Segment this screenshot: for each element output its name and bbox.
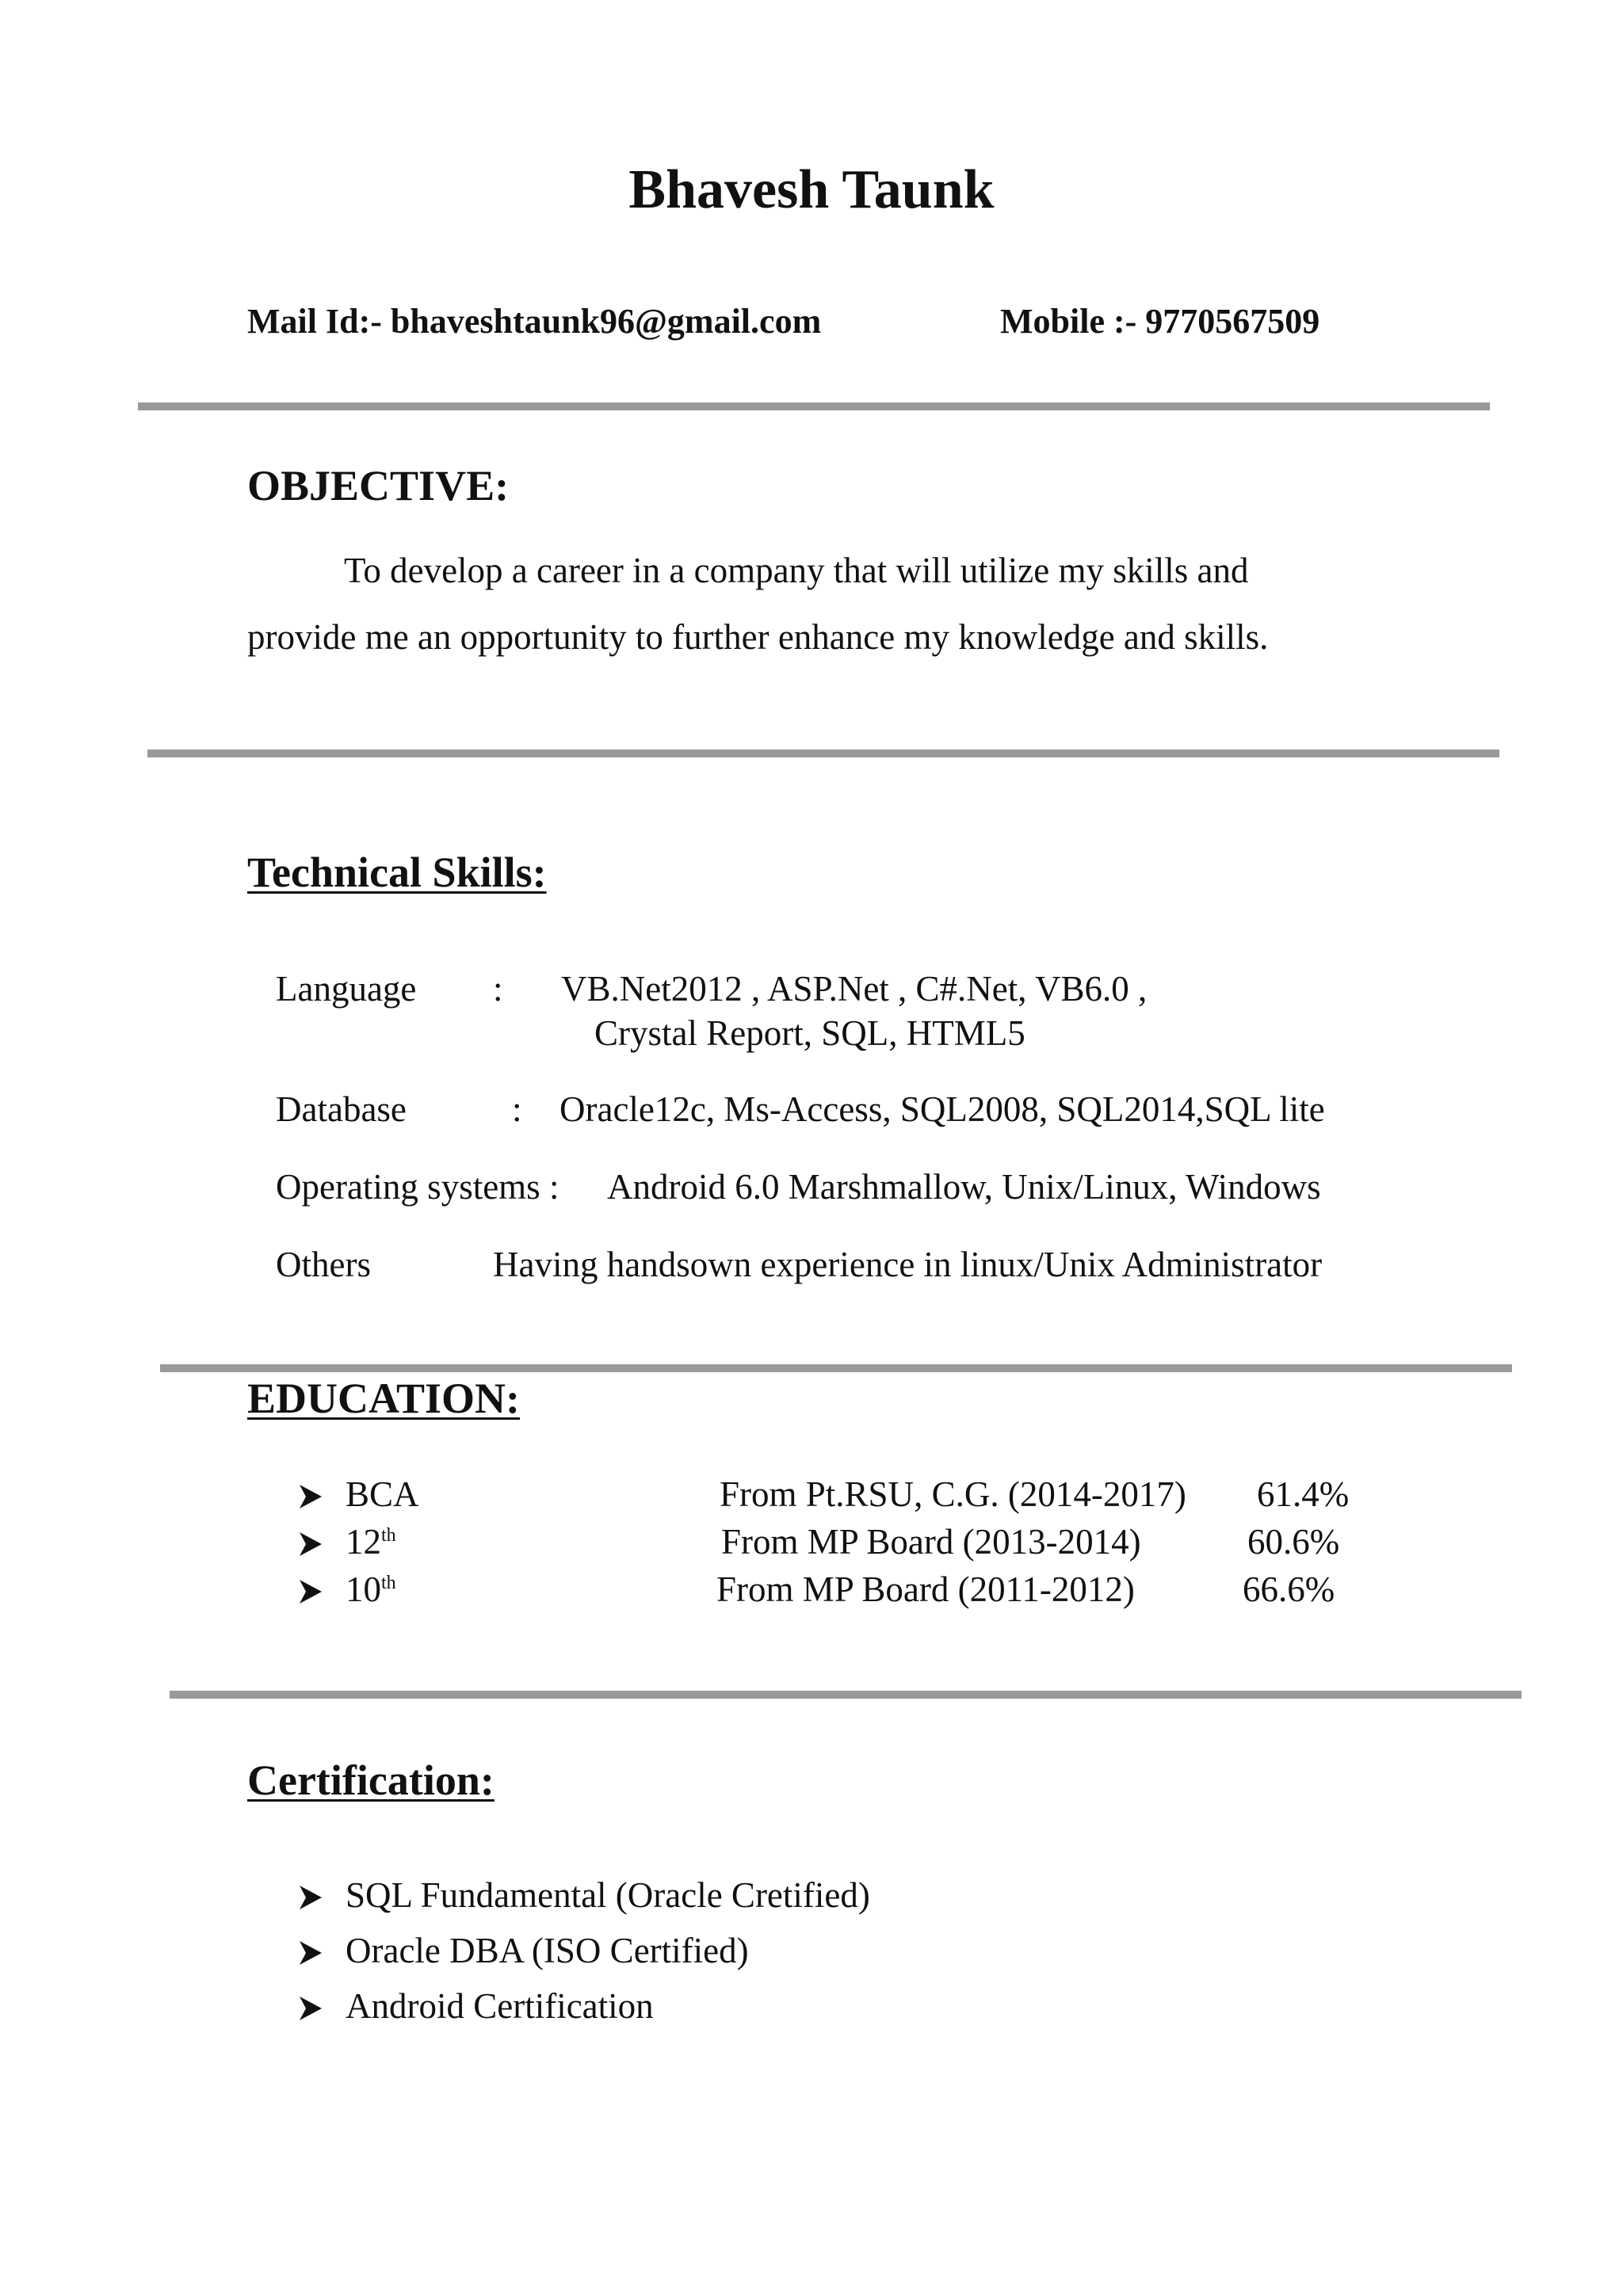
- certification-label: SQL Fundamental (Oracle Cretified): [346, 1875, 870, 1915]
- objective-heading: OBJECTIVE:: [247, 462, 510, 509]
- arrowhead-bullet-icon: [298, 1939, 323, 1966]
- skill-colon-language: :: [493, 969, 503, 1009]
- skill-value-database: Oracle12c, Ms-Access, SQL2008, SQL2014,SQL lite: [559, 1089, 1325, 1129]
- objective-line-1: To develop a career in a company that will utilize my skills and: [344, 551, 1249, 590]
- skill-value-others: Having handsown experience in linux/Unix Administrator: [493, 1245, 1323, 1284]
- skill-value-operating-systems: Android 6.0 Marshmallow, Unix/Linux, Windows: [607, 1167, 1321, 1207]
- divider-education: [170, 1691, 1522, 1699]
- certification-label: Oracle DBA (ISO Certified): [346, 1931, 749, 1970]
- divider-skills: [160, 1364, 1512, 1372]
- skill-label-language: Language: [276, 969, 417, 1009]
- mobile-number: Mobile :- 9770567509: [1000, 302, 1320, 341]
- education-percent: 60.6%: [1247, 1522, 1340, 1562]
- education-heading: EDUCATION:: [247, 1375, 521, 1422]
- skill-label-operating-systems: Operating systems :: [276, 1167, 559, 1207]
- education-degree: 12th: [346, 1522, 396, 1562]
- divider-top: [138, 402, 1490, 410]
- candidate-name: Bhavesh Taunk: [628, 159, 995, 220]
- education-from: From MP Board (2013-2014): [721, 1522, 1141, 1562]
- skill-value-language-1: VB.Net2012 , ASP.Net , C#.Net, VB6.0 ,: [561, 969, 1148, 1009]
- mail-id: Mail Id:- bhaveshtaunk96@gmail.com: [247, 302, 822, 341]
- skill-value-language-2: Crystal Report, SQL, HTML5: [594, 1013, 1025, 1053]
- skill-label-database: Database: [276, 1089, 407, 1129]
- skill-colon-database: :: [512, 1089, 522, 1129]
- technical-skills-heading: Technical Skills:: [247, 849, 547, 896]
- skill-label-others: Others: [276, 1245, 371, 1284]
- education-from: From MP Board (2011-2012): [716, 1569, 1135, 1609]
- arrowhead-bullet-icon: [298, 1884, 323, 1911]
- arrowhead-bullet-icon: [298, 1578, 323, 1605]
- education-degree: BCA: [346, 1474, 419, 1514]
- arrowhead-bullet-icon: [298, 1531, 323, 1558]
- certification-heading: Certification:: [247, 1756, 495, 1804]
- education-percent: 61.4%: [1257, 1474, 1350, 1514]
- objective-line-2: provide me an opportunity to further enhance my knowledge and skills.: [247, 617, 1269, 657]
- education-degree: 10th: [346, 1569, 396, 1609]
- divider-objective: [147, 749, 1499, 757]
- education-percent: 66.6%: [1243, 1569, 1335, 1609]
- education-from: From Pt.RSU, C.G. (2014-2017): [720, 1474, 1186, 1514]
- certification-label: Android Certification: [346, 1986, 654, 2026]
- arrowhead-bullet-icon: [298, 1483, 323, 1510]
- arrowhead-bullet-icon: [298, 1995, 323, 2022]
